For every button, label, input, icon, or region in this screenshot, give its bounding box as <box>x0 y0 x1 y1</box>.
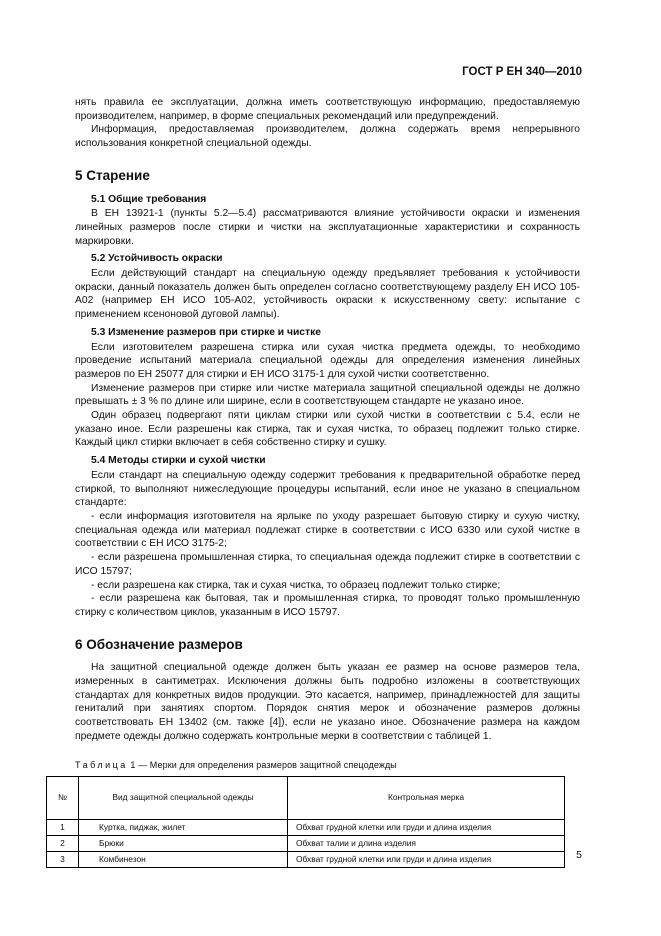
table-row <box>47 852 565 868</box>
subsection-heading: 5.3 Изменение размеров при стирке и чистке <box>91 326 321 338</box>
table-caption-text: 1 — Мерки для определения размеров защитной спецодежды <box>127 759 397 770</box>
table-caption-label: Таблица <box>75 759 128 770</box>
subsection-heading: 5.2 Устойчивость окраски <box>91 253 223 265</box>
section-heading: 5 Старение <box>75 167 150 183</box>
table-cell-number: 1 <box>47 820 79 836</box>
paragraph: Информация, предоставляемая производителем, должна содержать время непрерывного использования конкретной специальной одежды. <box>75 124 580 150</box>
paragraph: Если действующий стандарт на специальную одежду предъявляет требования к устойчивости окраски, данный показатель должен быть определен согласно соответствующему разделу ЕН ИСО 105-А02 (например ЕН ИСО 105-А02, устойчивость окраски к искусственному свету: испытание с применением ксеноновой дуговой лампы). <box>75 268 580 321</box>
table-cell-measure: Обхват грудной клетки или груди и длина изделия <box>288 852 565 868</box>
column-header-measure: Контрольная мерка <box>288 777 565 820</box>
table-cell-measure: Обхват грудной клетки или груди и длина изделия <box>288 820 565 836</box>
subsection-heading: 5.4 Методы стирки и сухой чистки <box>91 455 266 467</box>
table-cell-garment: Комбинезон <box>79 852 288 868</box>
paragraph: Если изготовителем разрешена стирка или сухая чистка предмета одежды, то необходимо проведение испытаний материала специальной одежды для определения изменения линейных размеров по ЕН 25077 для стирки и ЕН ИСО 3175-1 для сухой чистки соответственно. <box>75 341 580 380</box>
paragraph: Если стандарт на специальную одежду содержит требования к предварительной обработке перед стиркой, то выполняют нижеследующие процедуры испытаний, если иное не указано в специальном стандарте: <box>75 469 580 509</box>
sizes-table <box>46 776 565 868</box>
paragraph: нять правила ее эксплуатации, должна иметь соответствующую информацию, предоставляемую производителем, например, в форме специальных рекомендаций или предупреждений. <box>75 97 580 122</box>
section-heading: 6 Обозначение размеров <box>75 636 243 652</box>
paragraph: Изменение размеров при стирке или чистке материала защитной специальной одежды не должно превышать ± 3 % по длине или ширине, если в соответствующем стандарте не указано иное. <box>75 382 580 408</box>
document-header: ГОСТ Р ЕН 340—2010 <box>462 66 582 78</box>
list-item: - если разрешена промышленная стирка, то специальная одежда подлежит стирке в соответствии с ИСО 15797; <box>75 552 580 577</box>
paragraph: На защитной специальной одежде должен быть указан ее размер на основе размеров тела, измеренных в сантиметрах. Исключения должны быть подробно изложены в соответствующих стандартах для конкретных видов продукции. Это касается, например, принадлежностей для защиты гениталий при занятиях спортом. Порядок снятия мерок и обозначение размеров должны соответствовать ЕН 13402 (см. также [4]), если не указано иное. Обозначение размера на каждом предмете одежды должно содержать контрольные мерки в соответствии с таблицей 1. <box>75 662 580 742</box>
page-content <box>58 96 580 868</box>
list-item: - если информация изготовителя на ярлыке по уходу разрешает бытовую стирку и сухую чистку, специальная одежда или материал подлежат стирке в соответствии с ИСО 6330 или сухой чистке в соответствии с ЕН ИСО 3175-2; <box>75 510 580 550</box>
table-cell-garment: Брюки <box>79 836 288 852</box>
column-header-number: № <box>47 777 79 820</box>
paragraph: В ЕН 13921-1 (пункты 5.2—5.4) рассматриваются влияние устойчивости окраски и изменения линейных размеров после стирки и чистки на эксплуатационные характеристики и сохранность маркировки. <box>75 208 580 247</box>
table-cell-number: 2 <box>47 836 79 852</box>
table-cell-number: 3 <box>47 852 79 868</box>
page-number: 5 <box>576 849 582 861</box>
table-row <box>47 836 565 852</box>
table-caption <box>75 759 580 773</box>
subsection-heading: 5.1 Общие требования <box>91 193 207 205</box>
list-item: - если разрешена как стирка, так и сухая чистка, то образец подлежит только стирке; <box>91 579 501 591</box>
table-cell-garment: Куртка, пиджак, жилет <box>79 820 288 836</box>
table-header-row <box>47 777 565 820</box>
table-cell-measure: Обхват талии и длина изделия <box>288 836 565 852</box>
column-header-garment: Вид защитной специальной одежды <box>79 777 288 820</box>
table-row <box>47 820 565 836</box>
list-item: - если разрешена как бытовая, так и промышленная стирка, то проводят только промышленную стирку с количеством циклов, указанным в ИСО 15797. <box>75 593 580 618</box>
paragraph: Один образец подвергают пяти циклам стирки или сухой чистки в соответствии с 5.4, если не указано иное. Если разрешены как стирка, так и сухая чистка, то образец подлежит только стирке. Каждый цикл стирки включает в себя собственно стирку и сушку. <box>75 410 580 449</box>
